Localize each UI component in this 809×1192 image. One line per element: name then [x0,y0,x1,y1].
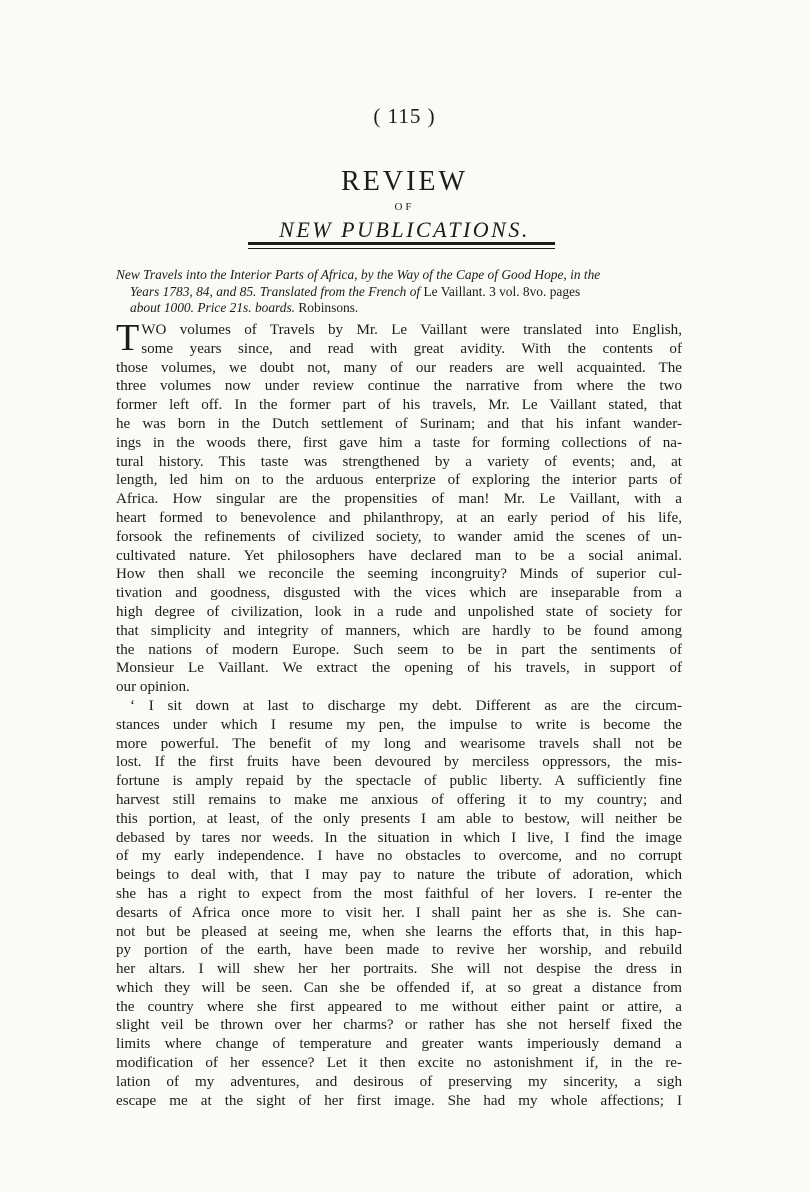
article-line: of my early independence. I have no obstacles to overcome, and no corrupt [116,848,682,865]
article-line: harvest still remains to make me anxious of offering it to my country; and [116,791,682,808]
book-notice [116,267,686,317]
article-line: not but be pleased at seeing me, when she learns the efforts that, in this hap- [116,923,682,940]
article-line: more powerful. The benefit of my long and wearisome travels shall not be [116,735,682,752]
article-line: lost. If the first fruits have been devoured by merciless oppressors, the mis- [116,754,682,771]
page-number: ( 115 ) [373,104,436,128]
article-line: tural history. This taste was strengthened by a variety of events; and, at [116,453,682,470]
article-line: py portion of the earth, have been made to revive her worship, and rebuild [116,942,682,959]
article-line: desarts of Africa once more to visit her. I shall paint her as she is. She can- [116,904,682,921]
article-line: which they will be seen. Can she be offended if, at so great a distance from [116,979,682,996]
drop-cap: T [116,321,140,359]
section-title-of: OF [394,201,415,213]
article-line: Monsieur Le Vaillant. We extract the opening of his travels, in support of [116,660,682,677]
article-line: the nations of modern Europe. Such seem to be in part the sentiments of [116,641,682,658]
section-subtitle: NEW PUBLICATIONS. [279,217,530,242]
article-line: cultivated nature. Yet philosophers have declared man to be a social animal. [116,547,682,564]
article-line: our opinion. [116,679,190,696]
article-paragraph [116,359,682,697]
heading-rule-thin [248,248,555,249]
article-line: limits where change of temperature and greater wants imperiously demand a [116,1036,682,1053]
article-line: tivation and goodness, disgusted with the vices which are inseparable from a [116,585,682,602]
article-line: fortune is amply repaid by the spectacle of public liberty. A sufficiently fine [116,773,682,790]
section-title: REVIEW [341,166,468,197]
article-line: the country where she first appeared to me without either paint or attire, a [116,998,682,1015]
article-line: stances under which I resume my pen, the impulse to write is become the [116,716,682,733]
book-notice-line: about 1000. Price 21s. boards. Robinsons. [130,300,359,315]
article-line: lation of my adventures, and desirous of preserving my sincerity, a sigh [116,1073,682,1090]
article-line: heart formed to benevolence and philanthropy, at an early period of his life, [116,509,682,526]
article-line: her altars. I will shew her her portraits. She will not despise the dress in [116,961,682,978]
article-line: former left off. In the former part of his travels, Mr. Le Vaillant stated, that [116,397,682,414]
article-line: modification of her essence? Let it then excite no astonishment if, in the re- [116,1055,682,1072]
article-line: she has a right to expect from the most faithful of her lovers. I re-enter the [116,885,682,902]
article-line: debased by tares nor weeds. In the situation in which I live, I find the image [116,829,682,846]
book-notice-line: Years 1783, 84, and 85. Translated from the French of Le Vaillant. 3 vol. 8vo. pages [130,283,581,299]
article-line: that simplicity and integrity of manners, which are hardly to be found among [116,622,682,639]
heading-rule-thick [248,242,555,245]
article-line: three volumes now under review continue the narrative from where the two [116,378,682,395]
article-line: high degree of civilization, look in a rude and unpolished state of society for [116,603,682,620]
article-line: forsook the refinements of civilized society, to wander amid the scenes of un- [116,528,682,545]
article-body [116,321,682,1110]
article-opening [116,321,682,359]
book-notice-line: New Travels into the Interior Parts of Africa, by the Way of the Cape of Good Hope, in the [116,267,601,282]
article-line: ‘ I sit down at last to discharge my debt. Different as are the circum- [130,697,682,714]
article-line: those volumes, we doubt not, many of our readers are well acquainted. The [116,359,682,376]
article-line: WO volumes of Travels by Mr. Le Vaillant were translated into English, [141,322,682,338]
article-quotation [116,697,682,1111]
article-line: this portion, at least, of the only presents I am able to bestow, will neither be [116,810,682,827]
article-line: beings to deal with, that I may pay to nature the tribute of adoration, which [116,867,682,884]
article-line: escape me at the sight of her first image. She had my whole affections; I [116,1092,682,1109]
article-line: slight veil be thrown over her charms? or rather has she not herself fixed the [116,1017,682,1034]
article-line: ings in the woods there, first gave him a taste for forming collections of na- [116,434,682,451]
article-line: he was born in the Dutch settlement of Surinam; and that his infant wander- [116,415,682,432]
article-line: some years since, and read with great avidity. With the contents of [141,340,682,357]
article-line: Africa. How singular are the propensities of man! Mr. Le Vaillant, with a [116,491,682,508]
article-line: length, led him on to the arduous enterprize of exploring the interior parts of [116,472,682,489]
article-line: How then shall we reconcile the seeming incongruity? Minds of superior cul- [116,566,682,583]
